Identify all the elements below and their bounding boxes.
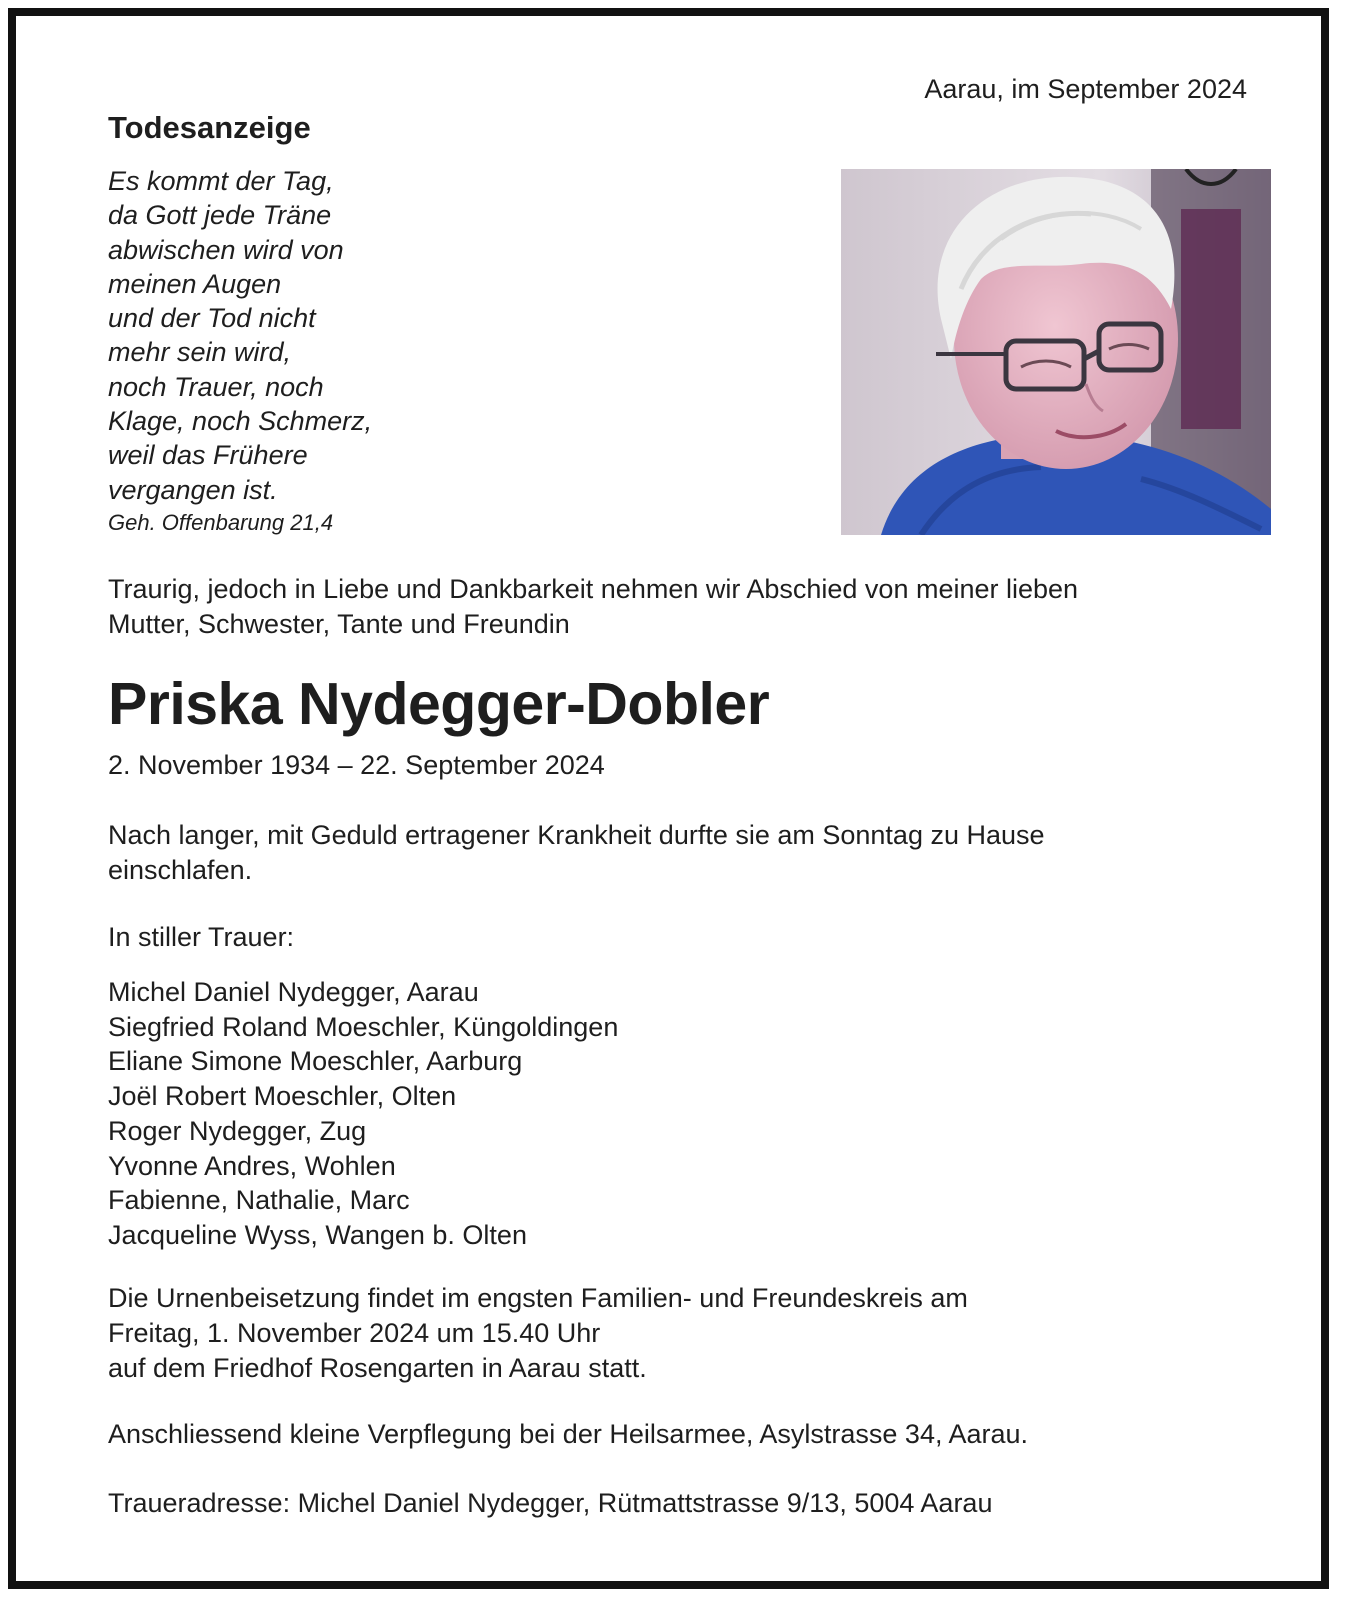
verse-line: und der Tod nicht	[108, 303, 316, 334]
mourner-item: Michel Daniel Nydegger, Aarau	[108, 977, 479, 1007]
mourning-address: Traueradresse: Michel Daniel Nydegger, Rütmattstrasse 9/13, 5004 Aarau	[108, 1488, 993, 1518]
obituary-notice	[8, 8, 1329, 1589]
burial-line: auf dem Friedhof Rosengarten in Aarau statt.	[108, 1353, 647, 1383]
mourner-item: Joël Robert Moeschler, Olten	[108, 1081, 457, 1112]
verse-line: da Gott jede Träne	[108, 200, 332, 231]
bible-verse	[108, 164, 372, 507]
portrait-photo	[841, 169, 1271, 535]
mourners-list	[108, 975, 618, 1253]
mourner-item: Siegfried Roland Moeschler, Küngoldingen	[108, 1011, 619, 1042]
mourning-label: In stiller Trauer:	[108, 922, 295, 952]
deceased-name: Priska Nydegger-Dobler	[108, 671, 770, 737]
mourner-item: Fabienne, Nathalie, Marc	[108, 1185, 410, 1216]
verse-line: noch Trauer, noch	[108, 371, 324, 402]
mourner-item: Yvonne Andres, Wohlen	[108, 1150, 396, 1181]
burial-line: Freitag, 1. November 2024 um 15.40 Uhr	[108, 1318, 601, 1348]
burial-info	[108, 1281, 968, 1386]
background-garment	[1181, 209, 1241, 429]
verse-line: mehr sein wird,	[108, 337, 292, 368]
verse-line: meinen Augen	[108, 268, 282, 299]
passing-line: einschlafen.	[108, 855, 253, 885]
passing-text	[108, 818, 1045, 888]
verse-line: abwischen wird von	[108, 234, 344, 265]
intro-line: Mutter, Schwester, Tante und Freundin	[108, 608, 570, 639]
portrait-illustration	[841, 169, 1271, 535]
mourner-item: Eliane Simone Moeschler, Aarburg	[108, 1046, 523, 1077]
verse-line: Klage, noch Schmerz,	[108, 406, 373, 437]
reception-info: Anschliessend kleine Verpflegung bei der Heilsarmee, Asylstrasse 34, Aarau.	[108, 1419, 1029, 1449]
mourner-item: Roger Nydegger, Zug	[108, 1115, 367, 1146]
notice-heading: Todesanzeige	[108, 110, 311, 145]
verse-line: vergangen ist.	[108, 474, 278, 505]
burial-line: Die Urnenbeisetzung findet im engsten Familien- und Freundeskreis am	[108, 1283, 968, 1313]
intro-line: Traurig, jedoch in Liebe und Dankbarkeit nehmen wir Abschied von meiner lieben	[108, 574, 1079, 604]
verse-line: Es kommt der Tag,	[108, 166, 334, 196]
life-dates: 2. November 1934 – 22. September 2024	[108, 750, 605, 780]
passing-line: Nach langer, mit Geduld ertragener Krankheit durfte sie am Sonntag zu Hause	[108, 820, 1045, 850]
verse-source: Geh. Offenbarung 21,4	[108, 510, 334, 535]
mourner-item: Jacqueline Wyss, Wangen b. Olten	[108, 1219, 527, 1250]
intro-text	[108, 572, 1078, 641]
verse-line: weil das Frühere	[108, 440, 308, 471]
place-date: Aarau, im September 2024	[924, 74, 1247, 104]
